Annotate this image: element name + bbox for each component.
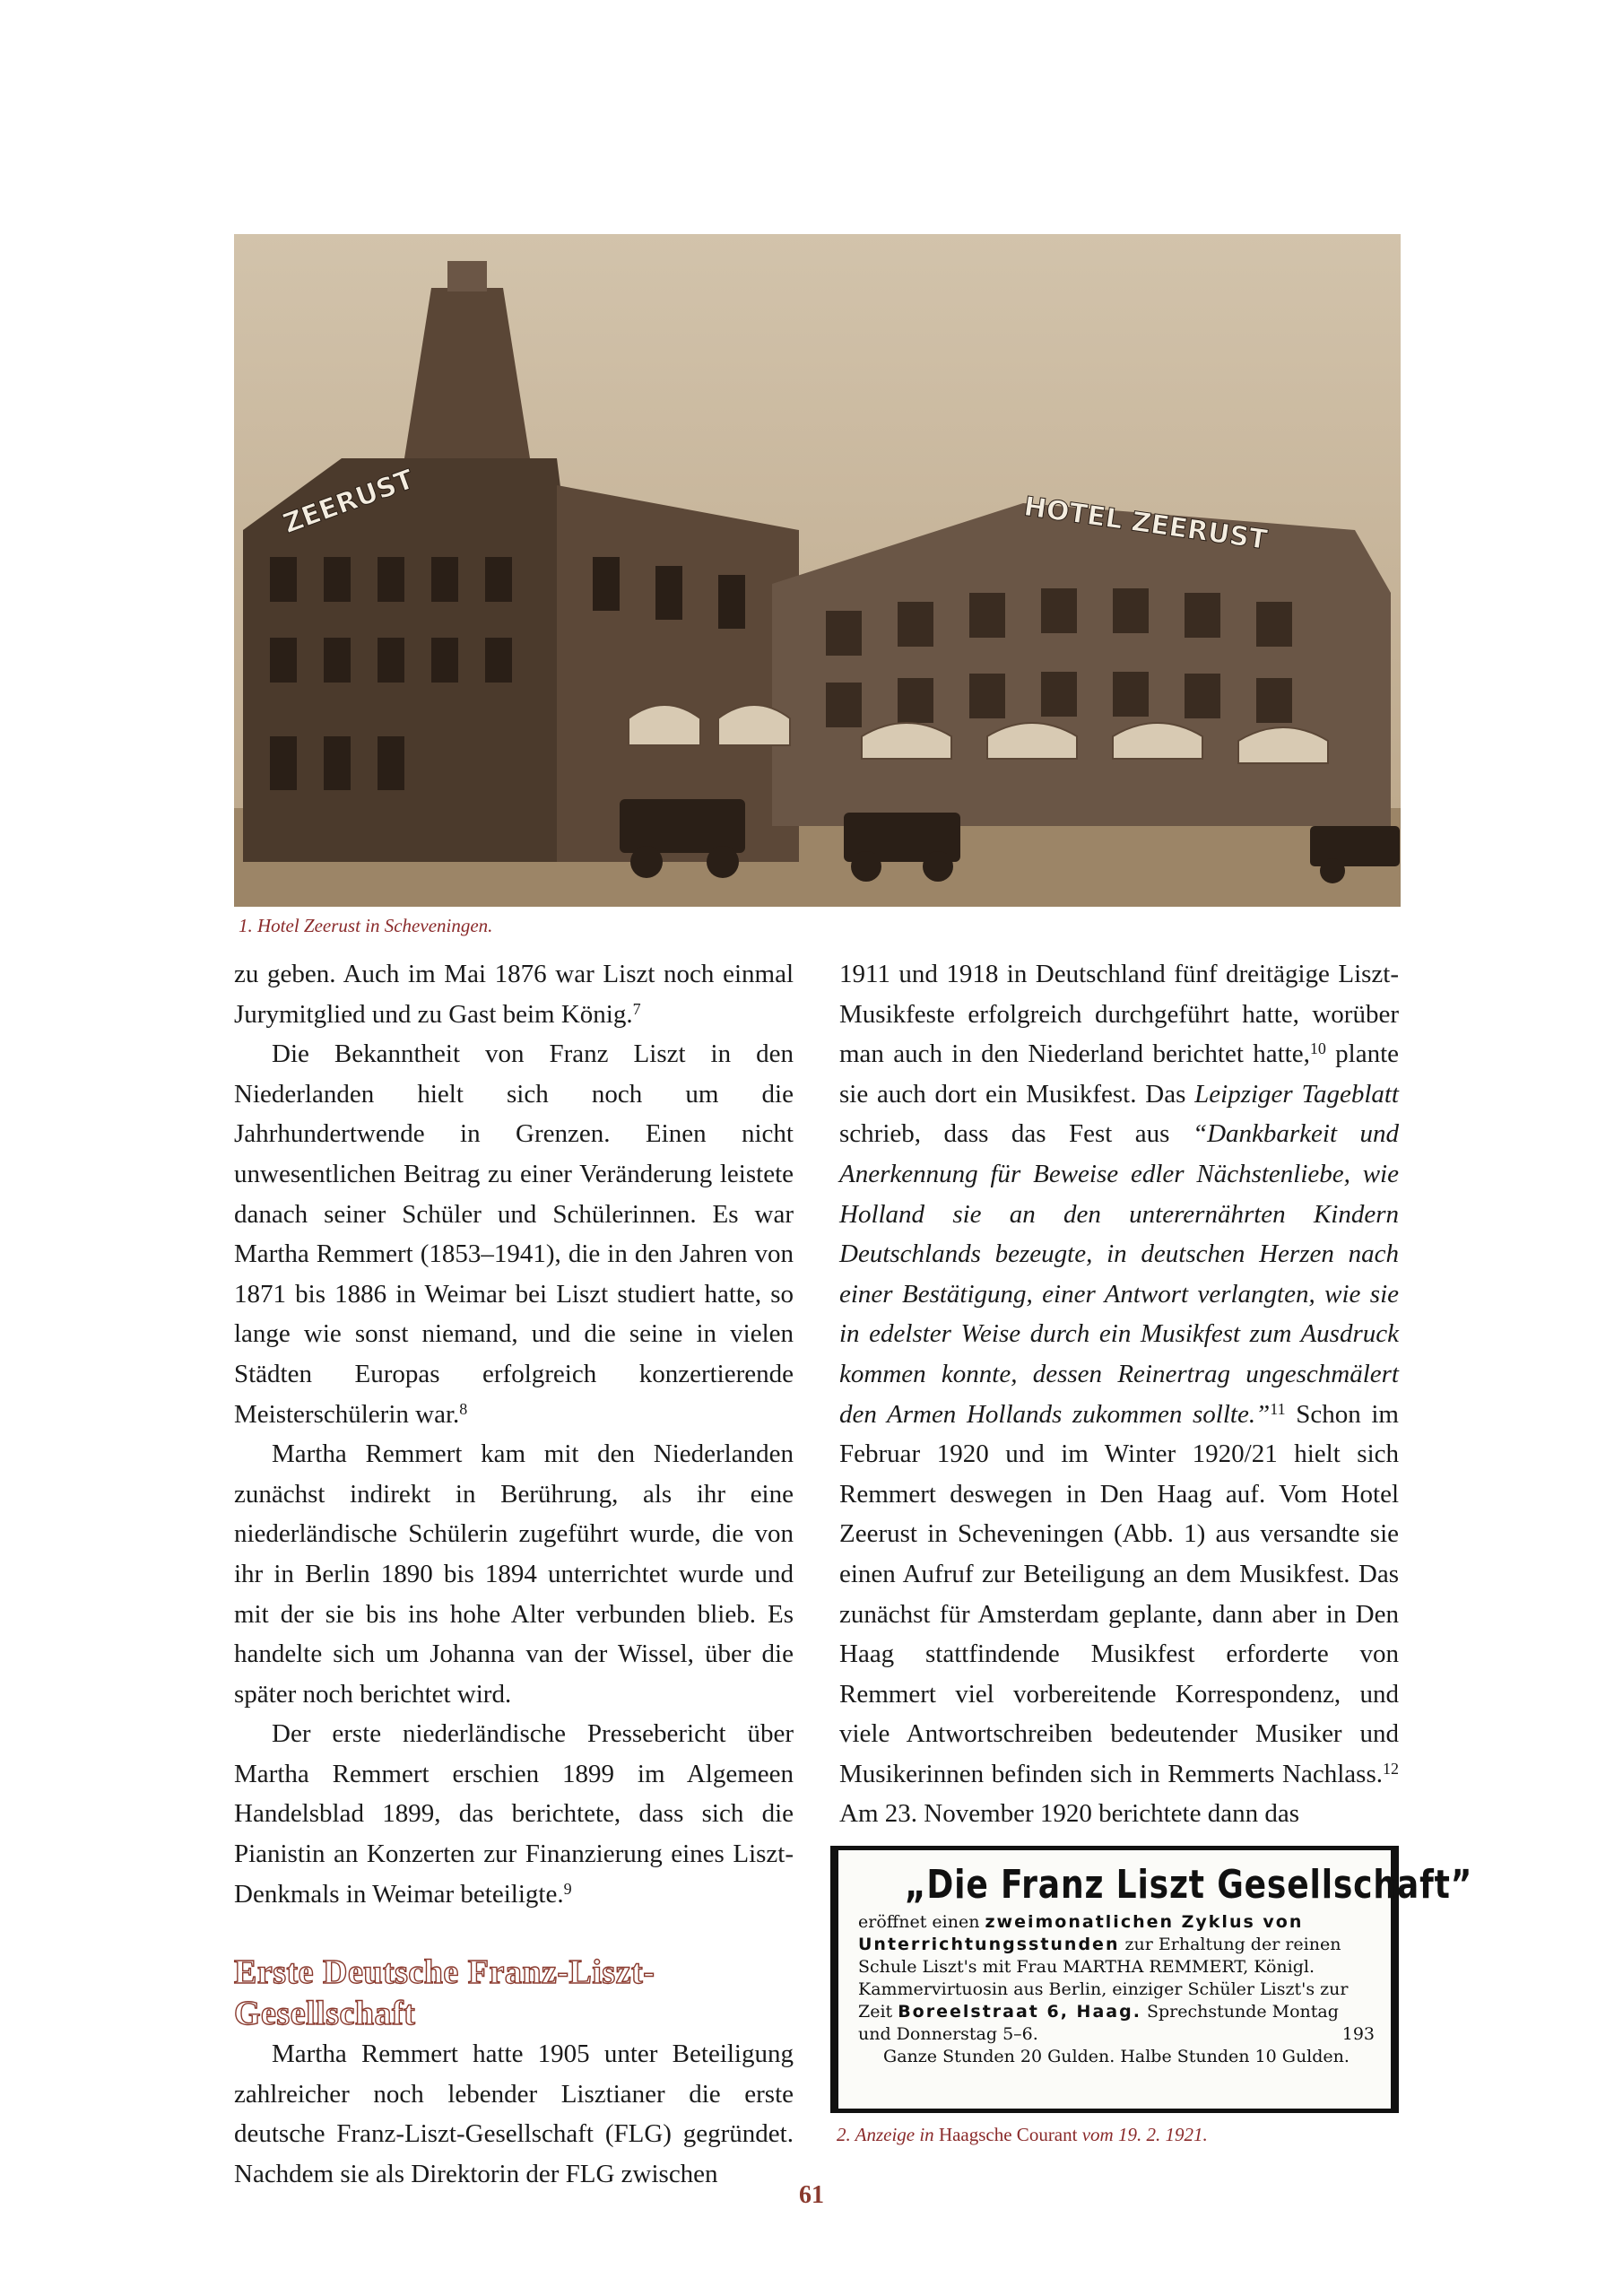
hotel-photo-illustration [234, 234, 1401, 907]
ad-line: Ganze Stunden 20 Gulden. Halbe Stunden 10 Gulden. [883, 2047, 1350, 2066]
footnote-ref[interactable]: 11 [1270, 1399, 1286, 1418]
paragraph: Martha Remmert hatte 1905 unter Beteiligung zahlreicher noch lebender Lisztianer die erste deutsche Franz-Liszt-Gesellschaft (FLG) gegründet. Nachdem sie als Direktorin der FLG zwischen [234, 2039, 794, 2189]
paragraph: zu geben. Auch im Mai 1876 war Liszt noch einmal Jurymitglied und zu Gast beim König.$^7$ [234, 960, 794, 1029]
hotel-zeerust-photo [234, 234, 1401, 907]
section-heading: Erste Deutsche Franz-Liszt-Gesellschaft [234, 1953, 655, 2033]
ad-line: Kammervirtuosin aus Berlin, einziger Schüler Liszt's zur [858, 1979, 1349, 1999]
figure-1-caption: 1. Hotel Zeerust in Scheveningen. [239, 915, 493, 936]
figure-2-caption: 2. Anzeige in Haagsche Courant vom 19. 2. 1921. [837, 2124, 1208, 2145]
newspaper-title: Leipziger Tageblatt [1194, 1079, 1399, 1109]
ad-title: „Die Franz Liszt Gesellschaft” [904, 1862, 1473, 1908]
ad-line: Unterrichtungsstunden zur Erhaltung der reinen [858, 1935, 1341, 1954]
paragraph: Die Bekanntheit von Franz Liszt in den Niederlanden hielt sich noch um die Jahrhundertwende in Grenzen. Einen nicht unwesentlichen Beitrag zu einer Veränderung leistete danach seiner Schüler und Schülerinnen. Es war Martha Remmert (1853–1941), die in den Jahren von 1871 bis 1886 in Weimar bei Liszt studiert hatte, so lange wie sonst niemand, und die seine in vielen Städten Europas erfolgreich konzertierende Meisterschülerin war.$^8$ [234, 1039, 794, 1429]
tower-sign: ZEERUST [279, 464, 419, 541]
right-text-column [839, 954, 1399, 1834]
footnote-ref[interactable]: 7 [632, 999, 641, 1018]
paragraph: Martha Remmert kam mit den Niederlanden zunächst indirekt in Berührung, als ihr eine niederländische Schülerin zugeführt wurde, die von ihr in Berlin 1890 bis 1894 unterrichtet wurde und mit der sie bis ins hohe Alter verbunden blieb. Es handelte sich um Johanna van der Wissel, über die später noch berichtet wird. [234, 1439, 794, 1709]
ad-line: eröffnet einen zweimonatlichen Zyklus von [858, 1912, 1304, 1932]
paragraph: 1911 und 1918 in Deutschland fünf dreitägige Liszt-Musikfeste erfolgreich durchgeführt hatte, worüber man auch in den Niederland berichtet hatte,$^{10}$ plante sie auch dort ein Musikfest. Das Leipziger Tageblatt schrieb, dass das Fest aus “Dankbarkeit und Anerkennung für Beweise edler Nächstenliebe, wie Holland sie an den unterernährten Kindern Deutschlands bezeugte, in deutschen Herzen nach einer Bestätigung, einer Antwort verlangten, wie sie in edelster Weise durch ein Musikfest zum Ausdruck kommen konnte, dessen Reinertrag ungeschmälert den Armen Hollands zukommen sollte.”$^{11}$ Schon im Februar 1920 und im Winter 1920/21 hielt sich Remmert deswegen in Den Haag auf. Vom Hotel Zeerust in Scheveningen (Abb. 1) aus versandte sie einen Aufruf zur Beteiligung an dem Musikfest. Das zunächst für Amsterdam geplante, dann aber in Den Haag stattfindende Musikfest erforderte von Remmert viel vorbereitende Korrespondenz, und viele Antwortschreiben bedeutender Musiker und Musikerinnen befinden sich in Remmerts Nachlass.$^{12}$ Am 23. November 1920 berichtete dann das [839, 960, 1400, 1829]
footnote-ref[interactable]: 10 [1309, 1039, 1326, 1058]
footnote-ref[interactable]: 8 [459, 1399, 468, 1418]
newspaper-advertisement [830, 1846, 1473, 2113]
ad-line: und Donnerstag 5–6. 193 [858, 2024, 1375, 2044]
newspaper-name: Haagsche Courant [938, 2124, 1078, 2145]
page-number: 61 [799, 2181, 824, 2209]
paragraph: Der erste niederländische Pressebericht über Martha Remmert erschien 1899 im Algemeen Handelsblad 1899, das berichtete, dass sich die Pianistin an Konzerten zur Finanzierung eines Liszt-Denkmals in Weimar beteiligte.$^9$ [234, 1719, 794, 1909]
ad-line: Zeit Boreelstraat 6, Haag. Sprechstunde Montag [858, 2002, 1339, 2022]
ad-line: Schule Liszt's mit Frau MARTHA REMMERT, Königl. [858, 1957, 1315, 1977]
left-text-column [234, 954, 794, 2195]
footnote-ref[interactable]: 9 [563, 1879, 572, 1898]
footnote-ref[interactable]: 12 [1383, 1759, 1399, 1778]
quotation: “Dankbarkeit und Anerkennung für Beweise edler Nächstenliebe, wie Holland sie an den unterernährten Kindern Deutschlands bezeugte, in deutschen Herzen nach einer Bestätigung, einer Antwort verlangten, wie sie in edelster Weise durch ein Musikfest zum Ausdruck kommen konnte, dessen Reinertrag ungeschmälert den Armen Hollands zukommen sollte.” [839, 1119, 1399, 1429]
roof-sign: HOTEL ZEERUST [1021, 491, 1270, 557]
